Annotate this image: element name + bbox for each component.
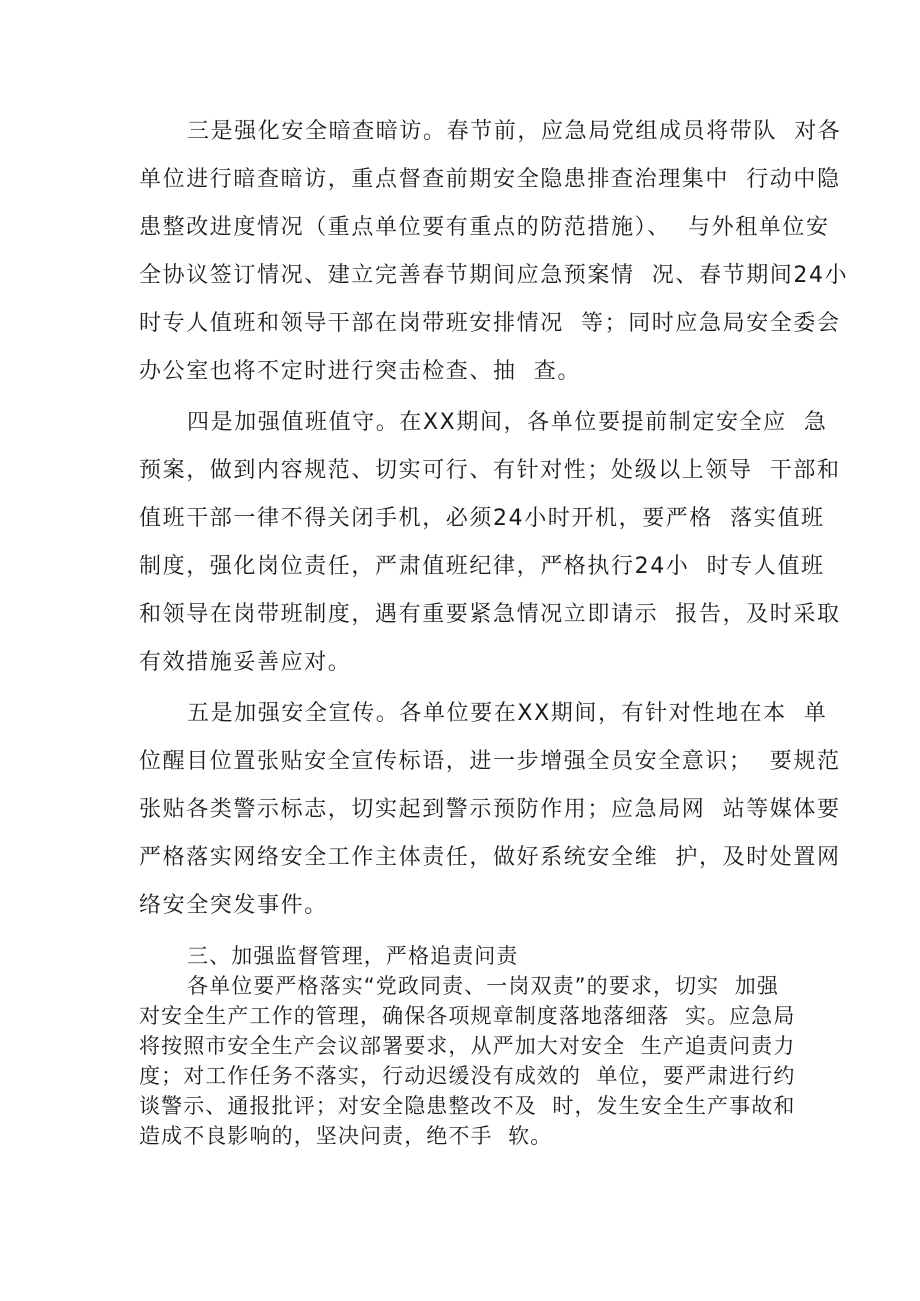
- text-line: 对安全生产工作的管理，确保各项规章制度落地落细落 实。应急局: [139, 1004, 796, 1028]
- text-line: 办公室也将不定时进行突击检查、抽 查。: [139, 359, 581, 384]
- text-line: 度；对工作任务不落实，行动迟缓没有成效的 单位，要严肃进行约: [139, 1064, 796, 1088]
- text-line: 位醒目位置张贴安全宣传标语，进一步增强全员安全意识； 要规范: [139, 749, 841, 774]
- text-line: 四是加强值班值守。在XX期间，各单位要提前制定安全应 急: [187, 410, 828, 435]
- text-line: 有效措施妥善应对。: [139, 650, 352, 675]
- text-line: 患整改进度情况（重点单位要有重点的防范措施）、 与外租单位安: [139, 215, 830, 240]
- text-line: 将按照市安全生产会议部署要求，从严加大对安全 生产追责问责力: [139, 1034, 796, 1058]
- text-line: 五是加强安全宣传。各单位要在XX期间，有针对性地在本 单: [187, 701, 828, 726]
- text-line: 时专人值班和领导干部在岗带班安排情况 等；同时应急局安全委会: [139, 311, 841, 336]
- text-line: 和领导在岗带班制度，遇有重要紧急情况立即请示 报告，及时采取: [139, 602, 841, 627]
- section-heading: 三、加强监督管理，严格追责问责: [187, 944, 519, 968]
- text-line: 严格落实网络安全工作主体责任，做好系统安全维 护，及时处置网: [139, 845, 841, 870]
- text-line: 各单位要严格落实“党政同责、一岗双责”的要求，切实 加强: [187, 974, 780, 998]
- text-line: 预案，做到内容规范、切实可行、有针对性；处级以上领导 干部和: [139, 458, 841, 483]
- text-line: 张贴各类警示标志，切实起到警示预防作用；应急局网 站等媒体要: [139, 797, 841, 822]
- text-line: 全协议签订情况、建立完善春节期间应急预案情 况、春节期间24小: [139, 263, 849, 288]
- text-line: 单位进行暗查暗访，重点督查前期安全隐患排查治理集中 行动中隐: [139, 167, 841, 192]
- text-line: 制度，强化岗位责任，严肃值班纪律，严格执行24小 时专人值班: [139, 554, 825, 579]
- text-line: 值班干部一律不得关闭手机，必须24小时开机，要严格 落实值班: [139, 506, 825, 531]
- text-line: 三是强化安全暗查暗访。春节前，应急局党组成员将带队 对各: [187, 119, 842, 144]
- text-line: 谈警示、通报批评；对安全隐患整改不及 时，发生安全生产事故和: [139, 1094, 796, 1118]
- text-line: 络安全突发事件。: [139, 893, 328, 918]
- text-line: 造成不良影响的，坚决问责，绝不手 软。: [139, 1124, 553, 1148]
